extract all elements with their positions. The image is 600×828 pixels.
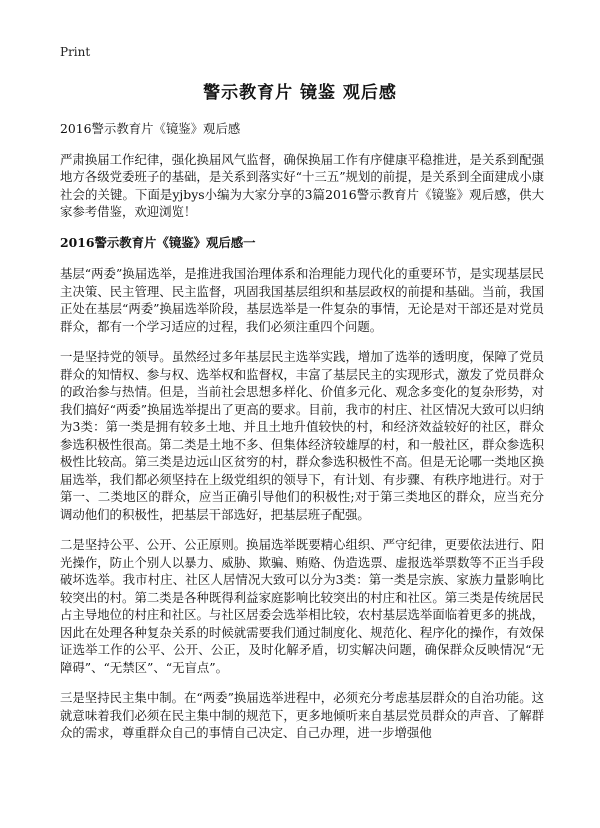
body-paragraph: 基层“两委”换届选举，是推进我国治理体系和治理能力现代化的重要环节，是实现基层民主决策、民主管理、民主监督，巩固我国基层组织和基层政权的前提和基础。当前，我国正处在基层“两委”换届选举阶段，基层选举是一件复杂的事情，无论是对干部还是对党员群众，都有一个学习适应的过程，我们必须注重四个问题。 (60, 266, 544, 334)
section-heading: 2016警示教育片《镜鉴》观后感一 (60, 234, 256, 250)
print-link[interactable]: Print (60, 45, 91, 59)
article-subtitle: 2016警示教育片《镜鉴》观后感 (60, 121, 241, 136)
page-title: 警示教育片 镜鉴 观后感 (203, 83, 397, 103)
body-paragraph: 三是坚持民主集中制。在“两委”换届选举进程中，必须充分考虑基层群众的自治功能。这就意味着我们必须在民主集中制的规范下，更多地倾听来自基层党员群众的声音、了解群众的需求，尊重群众自己的事情自己决定、自己办理，进一步增强他 (60, 690, 544, 740)
intro-paragraph: 严肃换届工作纪律，强化换届风气监督，确保换届工作有序健康平稳推进，是关系到配强地方各级党委班子的基础，是关系到落实好“十三五”规划的前提，是关系到全面建成小康社会的关键。下面是yjbys小编为大家分享的3篇2016警示教育片《镜鉴》观后感，供大家参考借鉴，欢迎浏览！ (60, 151, 544, 219)
body-paragraph: 二是坚持公平、公开、公正原则。换届选举既要精心组织、严守纪律，更要依法进行、阳光操作，防止个别人以暴力、威胁、欺骗、贿赂、伪造选票、虚报选举票数等不正当手段破坏选举。我市村庄、社区人居情况大致可以分为3类：第一类是宗族、家族力量影响比较突出的村。第二类是各种既得利益家庭影响比较突出的村庄和社区。第三类是传统居民占主导地位的村庄和社区。与社区居委会选举相比较，农村基层选举面临着更多的挑战，因此在处理各种复杂关系的时候就需要我们通过制度化、规范化、程序化的操作，有效保证选举工作的公平、公开、公正，及时化解矛盾，切实解决问题，确保群众反映情况“无障碍”、“无禁区”、“无盲点”。 (60, 537, 544, 675)
article-body (60, 120, 544, 755)
body-paragraph: 一是坚持党的领导。虽然经过多年基层民主选举实践，增加了选举的透明度，保障了党员群众的知情权、参与权、选举权和监督权，丰富了基层民主的实现形式，激发了党员群众的政治参与热情。但是，当前社会思想多样化、价值多元化、观念多变化的复杂形势，对我们搞好“两委”换届选举提出了更高的要求。目前，我市的村庄、社区情况大致可以归纳为3类：第一类是拥有较多土地、并且土地升值较快的村，和经济效益较好的社区，群众参选积极性很高。第二类是土地不多、但集体经济较雄厚的村，和一般社区，群众参选积极性比较高。第三类是边远山区贫穷的村，群众参选积极性不高。但是无论哪一类地区换届选举，我们都必须坚持在上级党组织的领导下，有计划、有步骤、有秩序地进行。对于第一、二类地区的群众，应当正确引导他们的积极性;对于第三类地区的群众，应当充分调动他们的积极性，把基层干部选好，把基层班子配强。 (60, 349, 544, 522)
